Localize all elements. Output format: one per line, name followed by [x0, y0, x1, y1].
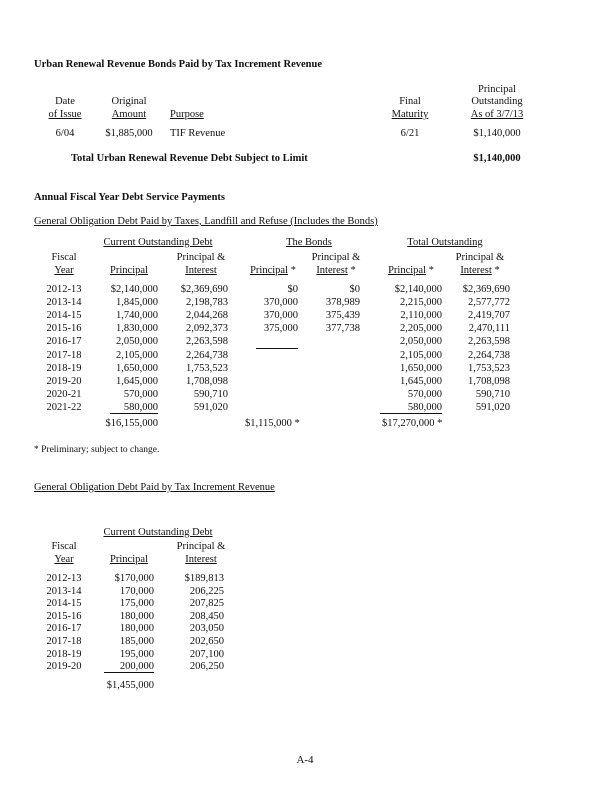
header-bond-interest-text: Interest — [316, 265, 348, 276]
header-year: Year — [54, 265, 74, 276]
cell-tot-pi: 1,753,523 — [468, 362, 510, 374]
header-principal-mid: Outstanding — [471, 96, 523, 107]
cell-year: 2012-13 — [46, 284, 82, 295]
cell-cur-pi: 2,044,268 — [186, 310, 228, 322]
header-principal-bottom: As of 3/7/13 — [470, 109, 524, 120]
bond-principal-underline — [256, 348, 298, 349]
header-original-bottom: Amount — [111, 109, 147, 120]
urban-renewal-title: Urban Renewal Revenue Bonds Paid by Tax Increment Revenue — [34, 59, 322, 70]
cell-cur-pi: 590,710 — [193, 388, 228, 400]
header-cur-pi-top: Principal & — [176, 252, 226, 263]
group-total-outstanding: Total Outstanding — [407, 237, 483, 248]
cell-p: $170,000 — [114, 573, 154, 584]
cell-original: $1,885,000 — [105, 128, 153, 139]
cell-cur-pi: $2,369,690 — [180, 284, 228, 295]
header-cur-principal: Principal — [110, 265, 148, 276]
cell-bond-p: 375,000 — [263, 323, 298, 335]
cell-cur-p: 1,650,000 — [116, 362, 158, 374]
cell-cur-p: 1,845,000 — [116, 297, 158, 309]
cell-outstanding: $1,140,000 — [473, 128, 521, 139]
cell-tot-p: 2,110,000 — [400, 310, 442, 322]
go-taxes-title: General Obligation Debt Paid by Taxes, Landfill and Refuse (Includes the Bonds) — [34, 216, 378, 227]
total-tot-principal: $17,270,000 * — [382, 418, 443, 429]
cell-p: 180,000 — [119, 623, 154, 635]
cell-cur-p: 2,105,000 — [116, 349, 158, 361]
header-tot-interest-text: Interest — [460, 265, 492, 276]
cell-bond-pi: $0 — [349, 284, 360, 295]
cell-tot-p: 2,050,000 — [400, 336, 442, 348]
header-original-top: Original — [111, 96, 147, 107]
cell-cur-pi: 591,020 — [193, 401, 228, 413]
cell-tot-p: 2,215,000 — [400, 297, 442, 309]
cell-tot-pi: 591,020 — [475, 401, 510, 413]
header-purpose: Purpose — [170, 109, 204, 120]
cell-pi: 206,250 — [189, 661, 224, 673]
header-tot-principal: Principal * — [388, 265, 434, 276]
tif-group-current: Current Outstanding Debt — [103, 527, 213, 538]
urban-renewal-total-value: $1,140,000 — [473, 153, 521, 164]
cell-year: 2019-20 — [46, 661, 82, 673]
header-final-bottom: Maturity — [391, 109, 429, 120]
total-bond-principal: $1,115,000 * — [245, 418, 300, 429]
header-principal-top: Principal — [478, 84, 516, 95]
cell-tot-pi: $2,369,690 — [462, 284, 510, 295]
cell-bond-pi: 377,738 — [325, 323, 360, 335]
header-bond-pi-bottom: Interest * — [316, 265, 356, 276]
header-final-top: Final — [399, 96, 421, 107]
cell-p: 185,000 — [119, 636, 154, 647]
cell-cur-pi: 1,708,098 — [186, 375, 228, 387]
page-number: A-4 — [296, 754, 314, 766]
cell-year: 2018-19 — [46, 648, 82, 660]
header-fiscal: Fiscal — [51, 252, 77, 263]
cell-cur-pi: 2,198,783 — [186, 297, 228, 309]
cell-year: 2013-14 — [46, 585, 82, 597]
tif-total-principal: $1,455,000 — [106, 680, 154, 691]
header-tot-pi-bottom: Interest * — [460, 265, 500, 276]
cell-year: 2016-17 — [46, 623, 82, 635]
cell-p: 180,000 — [119, 610, 154, 622]
cell-tot-pi: 2,470,111 — [468, 323, 510, 335]
cell-p: 195,000 — [119, 648, 154, 660]
cell-maturity: 6/21 — [400, 128, 420, 139]
cell-cur-p: 580,000 — [123, 401, 158, 413]
cell-bond-p: 370,000 — [263, 297, 298, 309]
cell-bond-p: $0 — [287, 284, 298, 295]
cell-tot-pi: 2,577,772 — [468, 297, 510, 309]
cell-year: 2018-19 — [46, 362, 82, 374]
cell-date: 6/04 — [55, 128, 75, 139]
cell-p: 200,000 — [119, 661, 154, 673]
cell-tot-p: 2,205,000 — [400, 323, 442, 335]
header-tot-principal-text: Principal — [388, 265, 427, 276]
cell-purpose: TIF Revenue — [170, 128, 226, 139]
group-current-outstanding: Current Outstanding Debt — [103, 237, 213, 248]
footnote: * Preliminary; subject to change. — [34, 445, 160, 455]
cell-tot-pi: 2,419,707 — [468, 310, 510, 322]
cell-year: 2013-14 — [46, 297, 82, 309]
cell-cur-p: 1,830,000 — [116, 323, 158, 335]
group-the-bonds: The Bonds — [286, 237, 332, 248]
cell-tot-pi: 2,263,598 — [468, 336, 510, 348]
cell-pi: 206,225 — [189, 585, 224, 597]
cell-tot-pi: 2,264,738 — [468, 349, 510, 361]
tif-principal-underline — [104, 672, 154, 673]
cell-cur-p: 570,000 — [123, 388, 158, 400]
cell-year: 2017-18 — [46, 349, 82, 361]
cell-year: 2021-22 — [46, 401, 82, 413]
tif-header-year: Year — [54, 554, 74, 565]
cell-pi: 203,050 — [189, 623, 224, 635]
cell-pi: 207,825 — [189, 598, 224, 610]
cell-tot-pi: 1,708,098 — [468, 375, 510, 387]
header-bond-pi-top: Principal & — [311, 252, 361, 263]
cell-p: 170,000 — [119, 585, 154, 597]
cell-pi: $189,813 — [184, 573, 224, 584]
cell-cur-p: 2,050,000 — [116, 336, 158, 348]
cell-cur-p: 1,740,000 — [116, 310, 158, 322]
cell-cur-pi: 2,092,373 — [186, 323, 228, 335]
cell-tot-p: 1,645,000 — [400, 375, 442, 387]
go-tif-title: General Obligation Debt Paid by Tax Increment Revenue — [34, 482, 275, 493]
cell-year: 2020-21 — [46, 388, 82, 400]
cell-year: 2015-16 — [46, 610, 82, 622]
cell-pi: 202,650 — [189, 636, 224, 647]
cell-tot-pi: 590,710 — [475, 388, 510, 400]
header-date-bottom: of Issue — [48, 109, 82, 120]
cell-year: 2016-17 — [46, 336, 82, 348]
cell-tot-p: $2,140,000 — [394, 284, 442, 295]
cell-year: 2017-18 — [46, 636, 82, 647]
cell-tot-p: 580,000 — [407, 401, 442, 413]
tif-header-pi-bottom: Interest — [185, 554, 217, 565]
cell-bond-pi: 378,989 — [325, 297, 360, 309]
annual-title: Annual Fiscal Year Debt Service Payments — [34, 192, 226, 203]
cell-year: 2014-15 — [46, 310, 82, 322]
header-date-top: Date — [55, 96, 75, 107]
header-bond-principal: Principal * — [250, 265, 296, 276]
cur-principal-underline — [110, 413, 158, 414]
cell-year: 2014-15 — [46, 598, 82, 610]
total-cur-principal: $16,155,000 — [105, 418, 158, 429]
tif-header-principal: Principal — [110, 554, 148, 565]
cell-cur-pi: 2,264,738 — [186, 349, 228, 361]
cell-year: 2012-13 — [46, 573, 82, 584]
header-cur-pi-bottom: Interest — [185, 265, 217, 276]
cell-pi: 208,450 — [189, 610, 224, 622]
cell-year: 2015-16 — [46, 323, 82, 335]
cell-year: 2019-20 — [46, 375, 82, 387]
header-bond-principal-text: Principal — [250, 265, 289, 276]
tot-principal-underline — [380, 413, 442, 414]
cell-tot-p: 1,650,000 — [400, 362, 442, 374]
urban-renewal-total-label: Total Urban Renewal Revenue Debt Subject to Limit — [71, 153, 308, 164]
cell-cur-pi: 2,263,598 — [186, 336, 228, 348]
cell-cur-p: $2,140,000 — [110, 284, 158, 295]
cell-pi: 207,100 — [189, 648, 224, 660]
tif-header-pi-top: Principal & — [176, 541, 226, 552]
cell-p: 175,000 — [119, 598, 154, 610]
cell-bond-p: 370,000 — [263, 310, 298, 322]
cell-tot-p: 2,105,000 — [400, 349, 442, 361]
cell-cur-pi: 1,753,523 — [186, 362, 228, 374]
cell-bond-pi: 375,439 — [325, 310, 360, 322]
cell-tot-p: 570,000 — [407, 388, 442, 400]
cell-cur-p: 1,645,000 — [116, 375, 158, 387]
tif-header-fiscal: Fiscal — [51, 541, 77, 552]
header-tot-pi-top: Principal & — [455, 252, 505, 263]
